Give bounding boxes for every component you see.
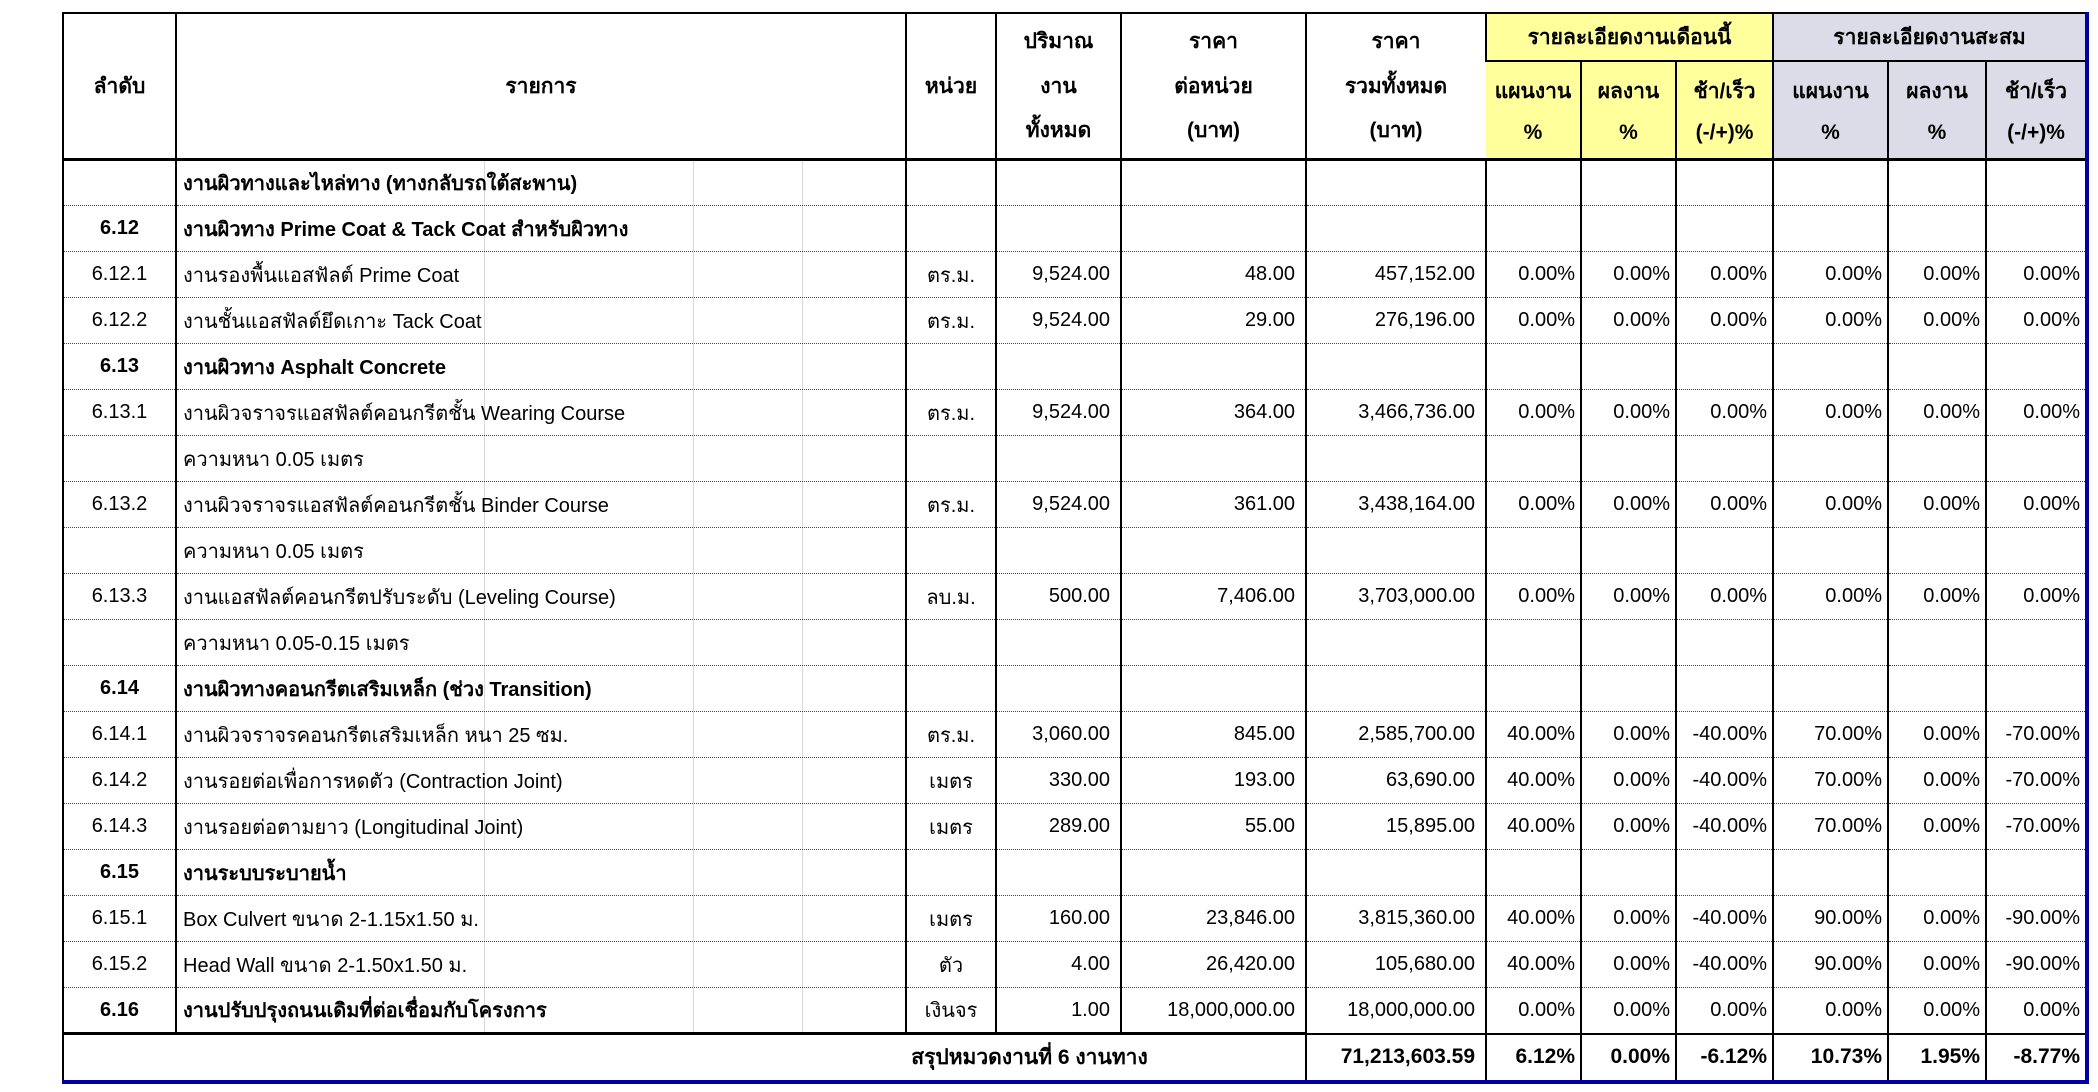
cell-cd[interactable] bbox=[1986, 160, 2087, 206]
cell-md[interactable] bbox=[1676, 666, 1773, 712]
cell-unit[interactable]: ตร.ม. bbox=[906, 712, 996, 758]
cell-ma[interactable]: 0.00% bbox=[1581, 574, 1676, 620]
cell-ca[interactable]: 0.00% bbox=[1888, 482, 1986, 528]
cell-price[interactable]: 48.00 bbox=[1121, 252, 1306, 298]
cell-ca[interactable] bbox=[1888, 620, 1986, 666]
cell-no[interactable]: 6.16 bbox=[63, 988, 176, 1034]
cell-total[interactable] bbox=[1306, 528, 1486, 574]
table-row bbox=[63, 850, 2087, 896]
cell-cd[interactable] bbox=[1986, 620, 2087, 666]
cell-unit[interactable]: ตร.ม. bbox=[906, 390, 996, 436]
cell-ma[interactable] bbox=[1581, 344, 1676, 390]
table-row bbox=[63, 252, 2087, 298]
cell-price[interactable]: 193.00 bbox=[1121, 758, 1306, 804]
month-diff-percent-label: (-/+)% bbox=[1695, 121, 1754, 144]
table-row bbox=[63, 574, 2087, 620]
cell-price[interactable] bbox=[1121, 850, 1306, 896]
cell-desc[interactable]: งานปรับปรุงถนนเดิมที่ต่อเชื่อมกับโครงการ bbox=[176, 988, 906, 1034]
col-header-cumulative-diff bbox=[1986, 61, 2087, 160]
cell-price[interactable] bbox=[1121, 344, 1306, 390]
cell-cp[interactable] bbox=[1773, 666, 1888, 712]
cell-md[interactable]: -40.00% bbox=[1676, 942, 1773, 988]
col-header-cumulative-plan bbox=[1773, 61, 1888, 160]
col-header-month-plan bbox=[1486, 61, 1581, 160]
cell-ca[interactable] bbox=[1888, 850, 1986, 896]
cell-price[interactable]: 26,420.00 bbox=[1121, 942, 1306, 988]
cell-no[interactable] bbox=[63, 528, 176, 574]
cell-total[interactable]: 3,438,164.00 bbox=[1306, 482, 1486, 528]
col-header-item: รายการ bbox=[176, 13, 906, 160]
cell-md[interactable]: 0.00% bbox=[1676, 574, 1773, 620]
cell-price[interactable]: 18,000,000.00 bbox=[1121, 988, 1306, 1034]
cell-mp[interactable]: 0.00% bbox=[1486, 298, 1581, 344]
cell-no[interactable]: 6.12 bbox=[63, 206, 176, 252]
cell-cd[interactable]: 0.00% bbox=[1986, 252, 2087, 298]
cell-md[interactable] bbox=[1676, 160, 1773, 206]
cell-desc[interactable]: งานรองพื้นแอสฟัลต์ Prime Coat bbox=[176, 252, 906, 298]
cell-desc[interactable]: งานรอยต่อเพื่อการหดตัว (Contraction Joint) bbox=[176, 758, 906, 804]
cell-unit[interactable] bbox=[906, 850, 996, 896]
cell-md[interactable]: 0.00% bbox=[1676, 988, 1773, 1034]
cell-qty[interactable]: 1.00 bbox=[996, 988, 1121, 1034]
cell-qty[interactable]: 160.00 bbox=[996, 896, 1121, 942]
cell-total[interactable] bbox=[1306, 160, 1486, 206]
cell-price[interactable] bbox=[1121, 206, 1306, 252]
cell-ma[interactable] bbox=[1581, 206, 1676, 252]
cell-price[interactable] bbox=[1121, 666, 1306, 712]
cell-unit[interactable] bbox=[906, 206, 996, 252]
table-row bbox=[63, 528, 2087, 574]
cell-no[interactable]: 6.15.1 bbox=[63, 896, 176, 942]
cell-total[interactable] bbox=[1306, 620, 1486, 666]
cell-total[interactable]: 457,152.00 bbox=[1306, 252, 1486, 298]
cell-mp[interactable]: 40.00% bbox=[1486, 804, 1581, 850]
cell-desc[interactable]: งานผิวทาง Asphalt Concrete bbox=[176, 344, 906, 390]
col-header-total-price-line2: รวมทั้งหมด bbox=[1344, 74, 1448, 98]
cell-desc[interactable]: งานผิวจราจรคอนกรีตเสริมเหล็ก หนา 25 ซม. bbox=[176, 712, 906, 758]
cell-unit[interactable] bbox=[906, 620, 996, 666]
cell-qty[interactable] bbox=[996, 620, 1121, 666]
table-row bbox=[63, 804, 2087, 850]
cell-unit[interactable]: ตร.ม. bbox=[906, 252, 996, 298]
cell-total[interactable]: 105,680.00 bbox=[1306, 942, 1486, 988]
cell-md[interactable]: -40.00% bbox=[1676, 712, 1773, 758]
cell-cd[interactable]: -70.00% bbox=[1986, 804, 2087, 850]
cell-desc[interactable]: Box Culvert ขนาด 2-1.15x1.50 ม. bbox=[176, 896, 906, 942]
cell-md[interactable] bbox=[1676, 528, 1773, 574]
cell-unit[interactable] bbox=[906, 666, 996, 712]
cell-cd[interactable]: 0.00% bbox=[1986, 298, 2087, 344]
cell-cd[interactable] bbox=[1986, 666, 2087, 712]
cell-unit[interactable] bbox=[906, 528, 996, 574]
cell-total[interactable] bbox=[1306, 666, 1486, 712]
cell-ca[interactable]: 0.00% bbox=[1888, 896, 1986, 942]
cumulative-diff-label: ช้า/เร็ว bbox=[2004, 80, 2068, 103]
cell-cp[interactable]: 0.00% bbox=[1773, 988, 1888, 1034]
col-header-month-actual bbox=[1581, 61, 1676, 160]
cell-unit[interactable]: ตัว bbox=[906, 942, 996, 988]
col-header-unit-price-line3: (บาท) bbox=[1187, 118, 1240, 142]
cell-md[interactable] bbox=[1676, 206, 1773, 252]
cell-total[interactable] bbox=[1306, 850, 1486, 896]
cell-cp[interactable] bbox=[1773, 620, 1888, 666]
cell-no[interactable]: 6.15 bbox=[63, 850, 176, 896]
cell-ca[interactable]: 0.00% bbox=[1888, 758, 1986, 804]
cell-price[interactable] bbox=[1121, 528, 1306, 574]
cell-mp[interactable] bbox=[1486, 436, 1581, 482]
month-plan-percent-label: % bbox=[1523, 121, 1543, 144]
cell-ma[interactable]: 0.00% bbox=[1581, 988, 1676, 1034]
cell-qty[interactable] bbox=[996, 206, 1121, 252]
cell-desc[interactable]: งานระบบระบายน้ำ bbox=[176, 850, 906, 896]
cell-no[interactable] bbox=[63, 620, 176, 666]
summary-row bbox=[63, 1034, 2087, 1082]
col-header-month-diff bbox=[1676, 61, 1773, 160]
cell-price[interactable] bbox=[1121, 160, 1306, 206]
col-header-unit-price-line2: ต่อหน่วย bbox=[1174, 74, 1253, 98]
cell-md[interactable] bbox=[1676, 436, 1773, 482]
cell-md[interactable]: -40.00% bbox=[1676, 758, 1773, 804]
cell-desc[interactable]: งานผิวทาง Prime Coat & Tack Coat สำหรับผิวทาง bbox=[176, 206, 906, 252]
cell-total[interactable] bbox=[1306, 344, 1486, 390]
cell-md[interactable]: -40.00% bbox=[1676, 896, 1773, 942]
col-header-no: ลำดับ bbox=[63, 13, 176, 160]
summary-cumulative-diff[interactable]: -8.77% bbox=[1986, 1034, 2087, 1082]
summary-month-actual[interactable]: 0.00% bbox=[1581, 1034, 1676, 1082]
cell-price[interactable]: 7,406.00 bbox=[1121, 574, 1306, 620]
cell-price[interactable]: 361.00 bbox=[1121, 482, 1306, 528]
cell-desc[interactable]: งานผิวจราจรแอสฟัลต์คอนกรีตชั้น Binder Course bbox=[176, 482, 906, 528]
cell-mp[interactable]: 0.00% bbox=[1486, 390, 1581, 436]
cell-ma[interactable] bbox=[1581, 436, 1676, 482]
cell-total[interactable]: 63,690.00 bbox=[1306, 758, 1486, 804]
cell-ma[interactable] bbox=[1581, 850, 1676, 896]
table-footer bbox=[63, 1034, 2087, 1082]
table-body bbox=[63, 160, 2087, 1034]
cell-ca[interactable]: 0.00% bbox=[1888, 390, 1986, 436]
cell-no[interactable]: 6.14.2 bbox=[63, 758, 176, 804]
cell-unit[interactable]: ตร.ม. bbox=[906, 482, 996, 528]
cell-total[interactable]: 276,196.00 bbox=[1306, 298, 1486, 344]
col-header-cumulative-actual bbox=[1888, 61, 1986, 160]
col-header-total-quantity-line1: ปริมาณ bbox=[1023, 30, 1094, 54]
cell-qty[interactable]: 3,060.00 bbox=[996, 712, 1121, 758]
table-row bbox=[63, 712, 2087, 758]
cell-qty[interactable]: 500.00 bbox=[996, 574, 1121, 620]
progress-table bbox=[62, 12, 2089, 1084]
cell-total[interactable] bbox=[1306, 206, 1486, 252]
table-row bbox=[63, 160, 2087, 206]
cell-cd[interactable]: 0.00% bbox=[1986, 988, 2087, 1034]
cell-cp[interactable]: 0.00% bbox=[1773, 482, 1888, 528]
cell-cp[interactable]: 70.00% bbox=[1773, 712, 1888, 758]
cell-mp[interactable] bbox=[1486, 528, 1581, 574]
cell-ca[interactable] bbox=[1888, 666, 1986, 712]
cell-unit[interactable] bbox=[906, 436, 996, 482]
cell-ca[interactable] bbox=[1888, 160, 1986, 206]
cell-mp[interactable] bbox=[1486, 666, 1581, 712]
cell-ma[interactable]: 0.00% bbox=[1581, 804, 1676, 850]
cell-total[interactable]: 15,895.00 bbox=[1306, 804, 1486, 850]
cell-qty[interactable] bbox=[996, 850, 1121, 896]
cell-unit[interactable]: ลบ.ม. bbox=[906, 574, 996, 620]
cell-qty[interactable]: 289.00 bbox=[996, 804, 1121, 850]
cell-cp[interactable] bbox=[1773, 528, 1888, 574]
cell-unit[interactable]: เมตร bbox=[906, 758, 996, 804]
cell-md[interactable]: 0.00% bbox=[1676, 390, 1773, 436]
cumulative-actual-label: ผลงาน bbox=[1906, 80, 1968, 103]
table-row bbox=[63, 988, 2087, 1034]
cell-ca[interactable] bbox=[1888, 206, 1986, 252]
cell-qty[interactable] bbox=[996, 160, 1121, 206]
cell-desc[interactable]: ความหนา 0.05-0.15 เมตร bbox=[176, 620, 906, 666]
cell-no[interactable]: 6.12.1 bbox=[63, 252, 176, 298]
cell-price[interactable]: 845.00 bbox=[1121, 712, 1306, 758]
cell-desc[interactable]: Head Wall ขนาด 2-1.50x1.50 ม. bbox=[176, 942, 906, 988]
cell-desc[interactable]: งานรอยต่อตามยาว (Longitudinal Joint) bbox=[176, 804, 906, 850]
cell-no[interactable]: 6.13.1 bbox=[63, 390, 176, 436]
cell-ca[interactable]: 0.00% bbox=[1888, 712, 1986, 758]
cell-qty[interactable] bbox=[996, 528, 1121, 574]
cell-md[interactable]: 0.00% bbox=[1676, 298, 1773, 344]
cell-md[interactable] bbox=[1676, 620, 1773, 666]
month-plan-label: แผนงาน bbox=[1494, 80, 1572, 103]
cell-ca[interactable]: 0.00% bbox=[1888, 804, 1986, 850]
cell-mp[interactable]: 0.00% bbox=[1486, 574, 1581, 620]
col-header-total-price-line1: ราคา bbox=[1371, 30, 1421, 54]
cell-md[interactable] bbox=[1676, 850, 1773, 896]
cell-no[interactable]: 6.14 bbox=[63, 666, 176, 712]
cell-ca[interactable] bbox=[1888, 528, 1986, 574]
cell-qty[interactable]: 9,524.00 bbox=[996, 298, 1121, 344]
cell-ma[interactable]: 0.00% bbox=[1581, 758, 1676, 804]
cell-total[interactable]: 2,585,700.00 bbox=[1306, 712, 1486, 758]
cell-md[interactable] bbox=[1676, 344, 1773, 390]
cell-cd[interactable]: 0.00% bbox=[1986, 482, 2087, 528]
summary-month-diff[interactable]: -6.12% bbox=[1676, 1034, 1773, 1082]
cell-md[interactable]: 0.00% bbox=[1676, 252, 1773, 298]
cell-qty[interactable] bbox=[996, 666, 1121, 712]
cell-md[interactable]: -40.00% bbox=[1676, 804, 1773, 850]
cell-desc[interactable]: ความหนา 0.05 เมตร bbox=[176, 528, 906, 574]
cell-qty[interactable]: 4.00 bbox=[996, 942, 1121, 988]
cell-ma[interactable]: 0.00% bbox=[1581, 712, 1676, 758]
cell-no[interactable] bbox=[63, 160, 176, 206]
col-header-unit: หน่วย bbox=[906, 13, 996, 160]
table-row bbox=[63, 298, 2087, 344]
cell-mp[interactable] bbox=[1486, 206, 1581, 252]
cell-no[interactable]: 6.12.2 bbox=[63, 298, 176, 344]
cell-cd[interactable]: -70.00% bbox=[1986, 758, 2087, 804]
table-row bbox=[63, 942, 2087, 988]
group-header-cumulative-details: รายละเอียดงานสะสม bbox=[1773, 13, 2087, 61]
cell-price[interactable] bbox=[1121, 436, 1306, 482]
cumulative-actual-percent-label: % bbox=[1927, 121, 1947, 144]
cell-ca[interactable] bbox=[1888, 436, 1986, 482]
cell-unit[interactable]: เงินจร bbox=[906, 988, 996, 1034]
cell-total[interactable]: 3,466,736.00 bbox=[1306, 390, 1486, 436]
cell-unit[interactable]: เมตร bbox=[906, 804, 996, 850]
cell-mp[interactable] bbox=[1486, 620, 1581, 666]
cell-cd[interactable]: -90.00% bbox=[1986, 942, 2087, 988]
cell-qty[interactable]: 9,524.00 bbox=[996, 482, 1121, 528]
cell-cd[interactable]: -70.00% bbox=[1986, 712, 2087, 758]
cell-qty[interactable]: 9,524.00 bbox=[996, 252, 1121, 298]
cumulative-plan-label: แผนงาน bbox=[1792, 80, 1869, 103]
cell-total[interactable]: 3,703,000.00 bbox=[1306, 574, 1486, 620]
cell-ma[interactable] bbox=[1581, 528, 1676, 574]
cell-desc[interactable]: งานชั้นแอสฟัลต์ยึดเกาะ Tack Coat bbox=[176, 298, 906, 344]
summary-month-plan[interactable]: 6.12% bbox=[1486, 1034, 1581, 1082]
cell-no[interactable]: 6.13.2 bbox=[63, 482, 176, 528]
col-header-unit-price bbox=[1121, 13, 1306, 160]
cell-cp[interactable]: 0.00% bbox=[1773, 298, 1888, 344]
group-header-month-details: รายละเอียดงานเดือนนี้ bbox=[1486, 13, 1773, 61]
cell-ca[interactable]: 0.00% bbox=[1888, 942, 1986, 988]
col-header-total-price bbox=[1306, 13, 1486, 160]
cell-ma[interactable] bbox=[1581, 666, 1676, 712]
cell-no[interactable]: 6.14.3 bbox=[63, 804, 176, 850]
cell-desc[interactable]: งานแอสฟัลต์คอนกรีตปรับระดับ (Leveling Course) bbox=[176, 574, 906, 620]
summary-total-price[interactable]: 71,213,603.59 bbox=[1306, 1034, 1486, 1082]
table-row bbox=[63, 344, 2087, 390]
cell-mp[interactable]: 40.00% bbox=[1486, 942, 1581, 988]
cell-qty[interactable]: 9,524.00 bbox=[996, 390, 1121, 436]
cell-mp[interactable]: 0.00% bbox=[1486, 988, 1581, 1034]
month-actual-percent-label: % bbox=[1619, 121, 1638, 144]
cell-ma[interactable] bbox=[1581, 160, 1676, 206]
cell-cp[interactable] bbox=[1773, 850, 1888, 896]
cell-cd[interactable] bbox=[1986, 344, 2087, 390]
cell-no[interactable]: 6.14.1 bbox=[63, 712, 176, 758]
table-header bbox=[63, 13, 2087, 160]
cell-price[interactable]: 29.00 bbox=[1121, 298, 1306, 344]
col-header-total-quantity-line3: ทั้งหมด bbox=[1025, 118, 1092, 142]
cell-qty[interactable]: 330.00 bbox=[996, 758, 1121, 804]
cell-cp[interactable]: 70.00% bbox=[1773, 804, 1888, 850]
cell-ma[interactable]: 0.00% bbox=[1581, 252, 1676, 298]
cell-cd[interactable]: -90.00% bbox=[1986, 896, 2087, 942]
cell-mp[interactable] bbox=[1486, 344, 1581, 390]
cell-mp[interactable]: 40.00% bbox=[1486, 758, 1581, 804]
summary-cumulative-actual[interactable]: 1.95% bbox=[1888, 1034, 1986, 1082]
table-row bbox=[63, 758, 2087, 804]
cell-mp[interactable]: 0.00% bbox=[1486, 252, 1581, 298]
cell-desc[interactable]: งานผิวจราจรแอสฟัลต์คอนกรีตชั้น Wearing Course bbox=[176, 390, 906, 436]
cell-desc[interactable]: งานผิวทางและไหล่ทาง (ทางกลับรถใต้สะพาน) bbox=[176, 160, 906, 206]
cell-cd[interactable]: 0.00% bbox=[1986, 574, 2087, 620]
cell-ca[interactable]: 0.00% bbox=[1888, 988, 1986, 1034]
cell-unit[interactable] bbox=[906, 160, 996, 206]
cell-no[interactable] bbox=[63, 436, 176, 482]
cell-price[interactable] bbox=[1121, 620, 1306, 666]
cell-ca[interactable]: 0.00% bbox=[1888, 298, 1986, 344]
month-diff-label: ช้า/เร็ว bbox=[1693, 80, 1756, 103]
cell-mp[interactable] bbox=[1486, 160, 1581, 206]
cell-ma[interactable]: 0.00% bbox=[1581, 896, 1676, 942]
cell-no[interactable]: 6.15.2 bbox=[63, 942, 176, 988]
cell-ca[interactable] bbox=[1888, 344, 1986, 390]
cell-cp[interactable]: 90.00% bbox=[1773, 942, 1888, 988]
cumulative-plan-percent-label: % bbox=[1821, 121, 1840, 144]
table-row bbox=[63, 482, 2087, 528]
cell-no[interactable]: 6.13.3 bbox=[63, 574, 176, 620]
cell-price[interactable]: 364.00 bbox=[1121, 390, 1306, 436]
cell-cp[interactable] bbox=[1773, 206, 1888, 252]
cell-ma[interactable]: 0.00% bbox=[1581, 942, 1676, 988]
cumulative-diff-percent-label: (-/+)% bbox=[2007, 121, 2065, 144]
col-header-total-quantity bbox=[996, 13, 1121, 160]
cell-unit[interactable]: เมตร bbox=[906, 896, 996, 942]
cell-cp[interactable]: 90.00% bbox=[1773, 896, 1888, 942]
cell-cd[interactable] bbox=[1986, 206, 2087, 252]
cell-mp[interactable]: 40.00% bbox=[1486, 896, 1581, 942]
table-row bbox=[63, 620, 2087, 666]
cell-unit[interactable]: ตร.ม. bbox=[906, 298, 996, 344]
cell-cp[interactable] bbox=[1773, 436, 1888, 482]
cell-cd[interactable]: 0.00% bbox=[1986, 390, 2087, 436]
cell-price[interactable]: 23,846.00 bbox=[1121, 896, 1306, 942]
col-header-total-quantity-line2: งาน bbox=[1040, 74, 1077, 98]
col-header-total-price-line3: (บาท) bbox=[1369, 118, 1423, 142]
cell-cp[interactable]: 70.00% bbox=[1773, 758, 1888, 804]
cell-ca[interactable]: 0.00% bbox=[1888, 252, 1986, 298]
table-row bbox=[63, 436, 2087, 482]
cell-md[interactable]: 0.00% bbox=[1676, 482, 1773, 528]
cell-mp[interactable]: 40.00% bbox=[1486, 712, 1581, 758]
cell-qty[interactable] bbox=[996, 436, 1121, 482]
cell-mp[interactable]: 0.00% bbox=[1486, 482, 1581, 528]
col-header-unit-price-line1: ราคา bbox=[1189, 30, 1238, 54]
cell-cp[interactable] bbox=[1773, 160, 1888, 206]
summary-label: สรุปหมวดงานที่ 6 งานทาง bbox=[63, 1034, 1306, 1082]
cell-no[interactable]: 6.13 bbox=[63, 344, 176, 390]
cell-cd[interactable] bbox=[1986, 436, 2087, 482]
cell-ca[interactable]: 0.00% bbox=[1888, 574, 1986, 620]
summary-cumulative-plan[interactable]: 10.73% bbox=[1773, 1034, 1888, 1082]
cell-cp[interactable] bbox=[1773, 344, 1888, 390]
worksheet bbox=[62, 12, 2089, 1084]
table-row bbox=[63, 896, 2087, 942]
table-row bbox=[63, 206, 2087, 252]
cell-ma[interactable]: 0.00% bbox=[1581, 482, 1676, 528]
cell-desc[interactable]: งานผิวทางคอนกรีตเสริมเหล็ก (ช่วง Transition) bbox=[176, 666, 906, 712]
cell-ma[interactable]: 0.00% bbox=[1581, 298, 1676, 344]
cell-ma[interactable] bbox=[1581, 620, 1676, 666]
table-row bbox=[63, 666, 2087, 712]
cell-cp[interactable]: 0.00% bbox=[1773, 574, 1888, 620]
cell-ma[interactable]: 0.00% bbox=[1581, 390, 1676, 436]
header-row-groups bbox=[63, 13, 2087, 61]
cell-mp[interactable] bbox=[1486, 850, 1581, 896]
month-actual-label: ผลงาน bbox=[1597, 80, 1660, 103]
cell-total[interactable]: 18,000,000.00 bbox=[1306, 988, 1486, 1034]
table-row bbox=[63, 390, 2087, 436]
cell-unit[interactable] bbox=[906, 344, 996, 390]
cell-cd[interactable] bbox=[1986, 850, 2087, 896]
cell-total[interactable]: 3,815,360.00 bbox=[1306, 896, 1486, 942]
cell-desc[interactable]: ความหนา 0.05 เมตร bbox=[176, 436, 906, 482]
cell-cd[interactable] bbox=[1986, 528, 2087, 574]
cell-cp[interactable]: 0.00% bbox=[1773, 390, 1888, 436]
cell-qty[interactable] bbox=[996, 344, 1121, 390]
cell-cp[interactable]: 0.00% bbox=[1773, 252, 1888, 298]
cell-price[interactable]: 55.00 bbox=[1121, 804, 1306, 850]
cell-total[interactable] bbox=[1306, 436, 1486, 482]
